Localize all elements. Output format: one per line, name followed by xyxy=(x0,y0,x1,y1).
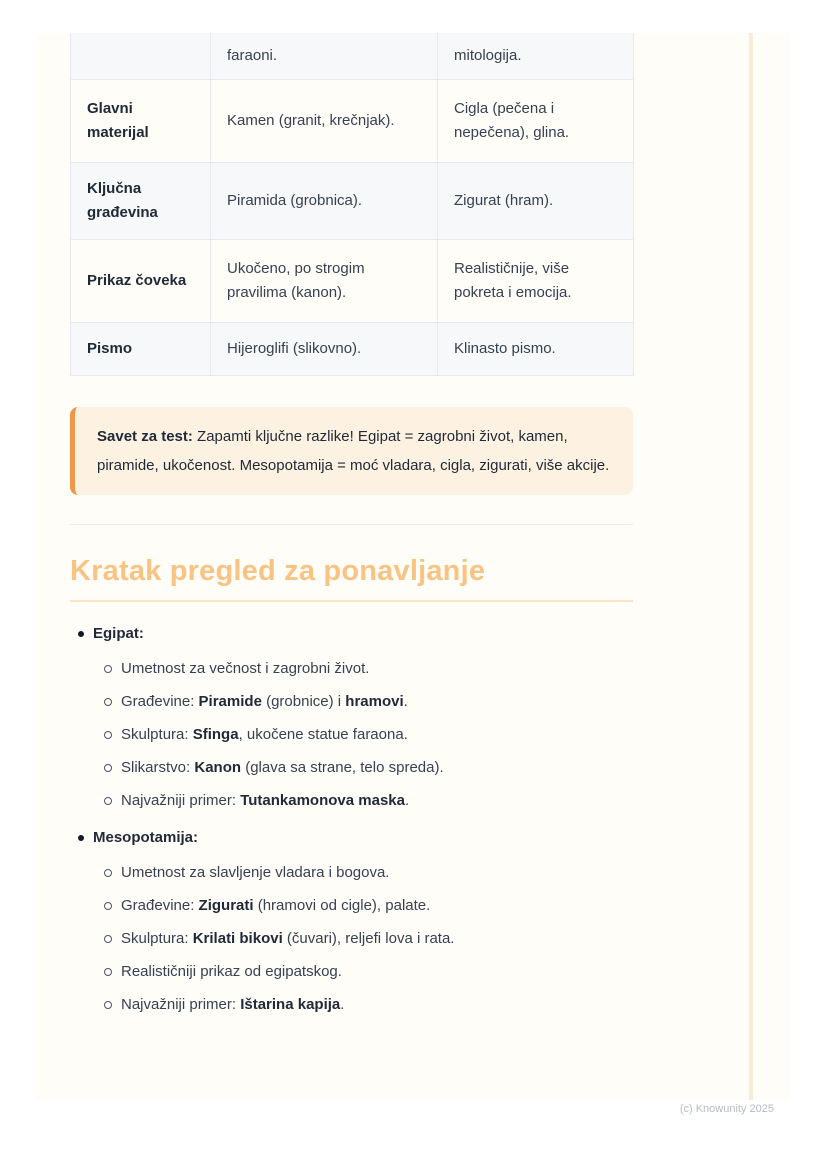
comparison-table xyxy=(70,33,634,376)
text-segment-bold: Krilati bikovi xyxy=(192,930,283,947)
text-segment: (glava sa strane, telo spreda). xyxy=(241,759,444,776)
list-group-label xyxy=(70,623,633,645)
list-item-text xyxy=(121,961,633,983)
text-segment: . xyxy=(404,792,410,809)
list-group-mesopotamia xyxy=(70,827,633,1016)
circle-bullet-icon xyxy=(104,902,112,910)
list-item xyxy=(70,994,633,1016)
circle-bullet-icon xyxy=(104,731,112,739)
text-segment: (grobnice) i xyxy=(261,693,346,710)
page-content xyxy=(70,33,633,1016)
text-segment: . xyxy=(340,996,345,1013)
text-segment-bold: Sfinga xyxy=(192,726,239,743)
circle-bullet-icon xyxy=(104,968,112,976)
text-segment: Umetnost za večnost i zagrobni život. xyxy=(121,660,370,677)
table-cell-egypt: Kamen (granit, krečnjak). xyxy=(211,80,438,163)
list-item xyxy=(70,790,633,812)
text-segment-bold: Zigurati xyxy=(198,897,254,914)
circle-bullet-icon xyxy=(104,869,112,877)
list-item xyxy=(70,691,633,713)
text-segment-bold: Piramide xyxy=(198,693,262,710)
list-item xyxy=(70,757,633,779)
table-row xyxy=(71,323,634,376)
list-item-text xyxy=(121,691,633,713)
circle-bullet-icon xyxy=(104,665,112,673)
text-segment-bold: Tutankamonova maska xyxy=(240,792,405,809)
circle-bullet-icon xyxy=(104,764,112,772)
table-cell-egypt: Piramida (grobnica). xyxy=(211,163,438,240)
text-segment: Skulptura: xyxy=(121,930,193,947)
list-group-egypt xyxy=(70,623,633,812)
callout-label: Savet za test: xyxy=(97,428,193,445)
page-spine-line xyxy=(749,33,753,1100)
list-item-text xyxy=(121,895,633,917)
table-row xyxy=(71,240,634,323)
table-row xyxy=(71,80,634,163)
list-item xyxy=(70,862,633,884)
text-segment: . xyxy=(403,693,408,710)
list-item-text xyxy=(121,790,633,812)
list-item-text xyxy=(121,928,633,950)
row-header-cell: Prikaz čoveka xyxy=(71,240,211,323)
table-cell-egypt: faraoni. xyxy=(211,33,438,80)
list-item-text xyxy=(121,862,633,884)
table-cell-mesopotamia: Zigurat (hram). xyxy=(438,163,634,240)
row-header-cell: Glavni materijal xyxy=(71,80,211,163)
group-label-text: Egipat: xyxy=(93,625,144,642)
circle-bullet-icon xyxy=(104,935,112,943)
table-cell-mesopotamia: Klinasto pismo. xyxy=(438,323,634,376)
text-segment: Građevine: xyxy=(121,897,199,914)
table-cell-egypt: Hijeroglifi (slikovno). xyxy=(211,323,438,376)
text-segment: Slikarstvo: xyxy=(121,759,195,776)
table-row xyxy=(71,33,634,80)
section-heading: Kratak pregled za ponavljanje xyxy=(70,555,633,602)
row-header-cell xyxy=(71,33,211,80)
table-cell-mesopotamia: mitologija. xyxy=(438,33,634,80)
text-segment: Realističniji prikaz od egipatskog. xyxy=(121,963,342,980)
note-page xyxy=(35,33,790,1100)
list-item-text xyxy=(121,994,633,1016)
list-group-label xyxy=(70,827,633,849)
list-item-text xyxy=(121,757,633,779)
table-cell-mesopotamia: Cigla (pečena i nepečena), glina. xyxy=(438,80,634,163)
list-item-text xyxy=(121,724,633,746)
list-item xyxy=(70,928,633,950)
table-cell-egypt: Ukočeno, po strogim pravilima (kanon). xyxy=(211,240,438,323)
text-segment: Najvažniji primer: xyxy=(121,792,241,809)
text-segment: Građevine: xyxy=(121,693,199,710)
text-segment: (čuvari), reljefi lova i rata. xyxy=(282,930,455,947)
disc-bullet-icon xyxy=(78,835,84,841)
text-segment: Skulptura: xyxy=(121,726,193,743)
table-row xyxy=(71,163,634,240)
list-item-text xyxy=(121,658,633,680)
text-segment-bold: Ištarina kapija xyxy=(240,996,341,1013)
text-segment: Umetnost za slavljenje vladara i bogova. xyxy=(121,864,390,881)
callout-text: Zapamti ključne razlike! Egipat = zagrobni život, kamen, piramide, ukočenost. Mesopotamija = moć vladara, cigla, zigurati, više akcije. xyxy=(97,428,610,474)
group-label-text: Mesopotamija: xyxy=(93,829,199,846)
list-item xyxy=(70,658,633,680)
row-header-cell: Ključna građevina xyxy=(71,163,211,240)
table-cell-mesopotamia: Realističnije, više pokreta i emocija. xyxy=(438,240,634,323)
disc-bullet-icon xyxy=(78,631,84,637)
text-segment-bold: hramovi xyxy=(345,693,404,710)
text-segment: Najvažniji primer: xyxy=(121,996,241,1013)
list-item xyxy=(70,895,633,917)
text-segment: , ukočene statue faraona. xyxy=(238,726,408,743)
text-segment: (hramovi od cigle), palate. xyxy=(253,897,431,914)
row-header-cell: Pismo xyxy=(71,323,211,376)
summary-list xyxy=(70,623,633,1016)
list-item xyxy=(70,961,633,983)
copyright-footer: (c) Knowunity 2025 xyxy=(679,1103,774,1115)
circle-bullet-icon xyxy=(104,698,112,706)
section-divider xyxy=(70,524,633,525)
circle-bullet-icon xyxy=(104,797,112,805)
list-item xyxy=(70,724,633,746)
circle-bullet-icon xyxy=(104,1001,112,1009)
tip-callout xyxy=(70,407,633,495)
text-segment-bold: Kanon xyxy=(194,759,242,776)
